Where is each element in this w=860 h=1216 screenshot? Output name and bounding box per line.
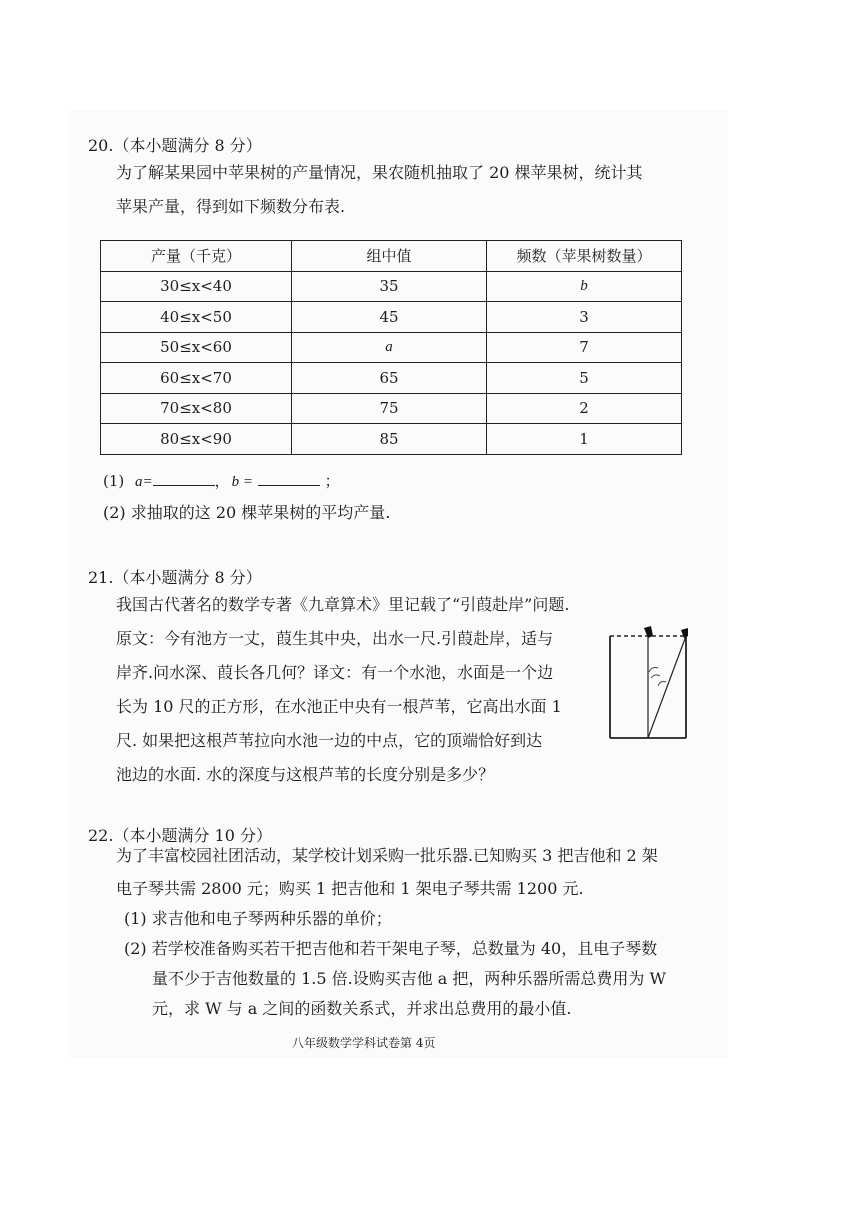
q21-line3: 岸齐.问水深、葭长各几何？译文：有一个水池，水面是一个边 (116, 663, 554, 682)
reed-pond-figure (600, 624, 694, 744)
table-row (101, 271, 682, 302)
table-header-row (101, 241, 682, 272)
table-row (101, 363, 682, 394)
q21-line2: 原文：今有池方一丈，葭生其中央，出水一尺.引葭赴岸，适与 (116, 629, 554, 648)
q21-line4: 长为 10 尺的正方形，在水池正中央有一根芦苇，它高出水面 1 (116, 697, 562, 716)
q20-stem-line1: 为了解某果园中苹果树的产量情况，果农随机抽取了 20 棵苹果树，统计其 (116, 163, 643, 182)
table-cell: 80≤x<90 (101, 424, 292, 455)
q21-header: 21.（本小题满分 8 分） (88, 568, 262, 587)
q22-part2-line2: 量不少于吉他数量的 1.5 倍.设购买吉他 a 把，两种乐器所需总费用为 W (152, 969, 666, 988)
table-header-cell: 组中值 (292, 241, 487, 272)
q22-header: 22.（本小题满分 10 分） (88, 826, 272, 845)
q20-part2: (2) 求抽取的这 20 棵苹果树的平均产量. (103, 503, 391, 522)
table-row (101, 424, 682, 455)
table-cell: 60≤x<70 (101, 363, 292, 394)
table-cell: 30≤x<40 (101, 271, 292, 302)
q20-stem-line2: 苹果产量，得到如下频数分布表. (116, 197, 346, 216)
answer-a-label: a= (135, 474, 153, 490)
table-cell: 7 (487, 332, 682, 363)
table-cell: 3 (487, 302, 682, 333)
answer-separator: ， (214, 472, 230, 490)
answer-end: ； (324, 472, 340, 490)
table-cell: 1 (487, 424, 682, 455)
table-cell: 2 (487, 393, 682, 424)
q22-part2-line1: (2) 若学校准备购买若干把吉他和若干架电子琴，总数量为 40，且电子琴数 (124, 939, 658, 958)
part1-number: (1) (103, 472, 125, 490)
q21-line5: 尺. 如果把这根芦苇拉向水池一边的中点，它的顶端恰好到达 (116, 731, 543, 750)
reed-leaves (649, 668, 660, 679)
table-cell: 5 (487, 363, 682, 394)
reed-leaves-2 (658, 682, 666, 687)
table-header-cell: 产量（千克） (101, 241, 292, 272)
table-cell: a (292, 332, 487, 363)
table-cell: 50≤x<60 (101, 332, 292, 363)
table-cell: 70≤x<80 (101, 393, 292, 424)
table-row (101, 393, 682, 424)
q22-line2: 电子琴共需 2800 元；购买 1 把吉他和 1 架电子琴共需 1200 元. (116, 879, 584, 898)
q21-line1: 我国古代著名的数学专著《九章算术》里记载了“引葭赴岸”问题. (116, 595, 570, 614)
page-footer: 八年级数学学科试卷第 4页 (292, 1036, 436, 1050)
answer-b-label: b = (231, 474, 254, 490)
answer-a-blank (153, 471, 215, 486)
q22-part1: (1) 求吉他和电子琴两种乐器的单价； (124, 909, 392, 928)
table-cell: 65 (292, 363, 487, 394)
q22-line1: 为了丰富校园社团活动，某学校计划采购一批乐器.已知购买 3 把吉他和 2 架 (116, 846, 658, 865)
reed-pulled (648, 636, 686, 738)
table-row (101, 302, 682, 333)
table-cell: 45 (292, 302, 487, 333)
table-cell: 35 (292, 271, 487, 302)
table-cell: b (487, 271, 682, 302)
answer-b-blank (258, 471, 320, 486)
table-cell: 40≤x<50 (101, 302, 292, 333)
table-header-cell: 频数（苹果树数量） (487, 241, 682, 272)
q21-line6: 池边的水面. 水的深度与这根芦苇的长度分别是多少？ (116, 765, 495, 784)
q22-part2-line3: 元，求 W 与 a 之间的函数关系式，并求出总费用的最小值. (152, 999, 572, 1018)
table-cell: 75 (292, 393, 487, 424)
frequency-table (100, 240, 682, 455)
q20-part1 (103, 470, 340, 491)
q20-header: 20.（本小题满分 8 分） (88, 136, 262, 155)
table-row (101, 332, 682, 363)
table-cell: 85 (292, 424, 487, 455)
